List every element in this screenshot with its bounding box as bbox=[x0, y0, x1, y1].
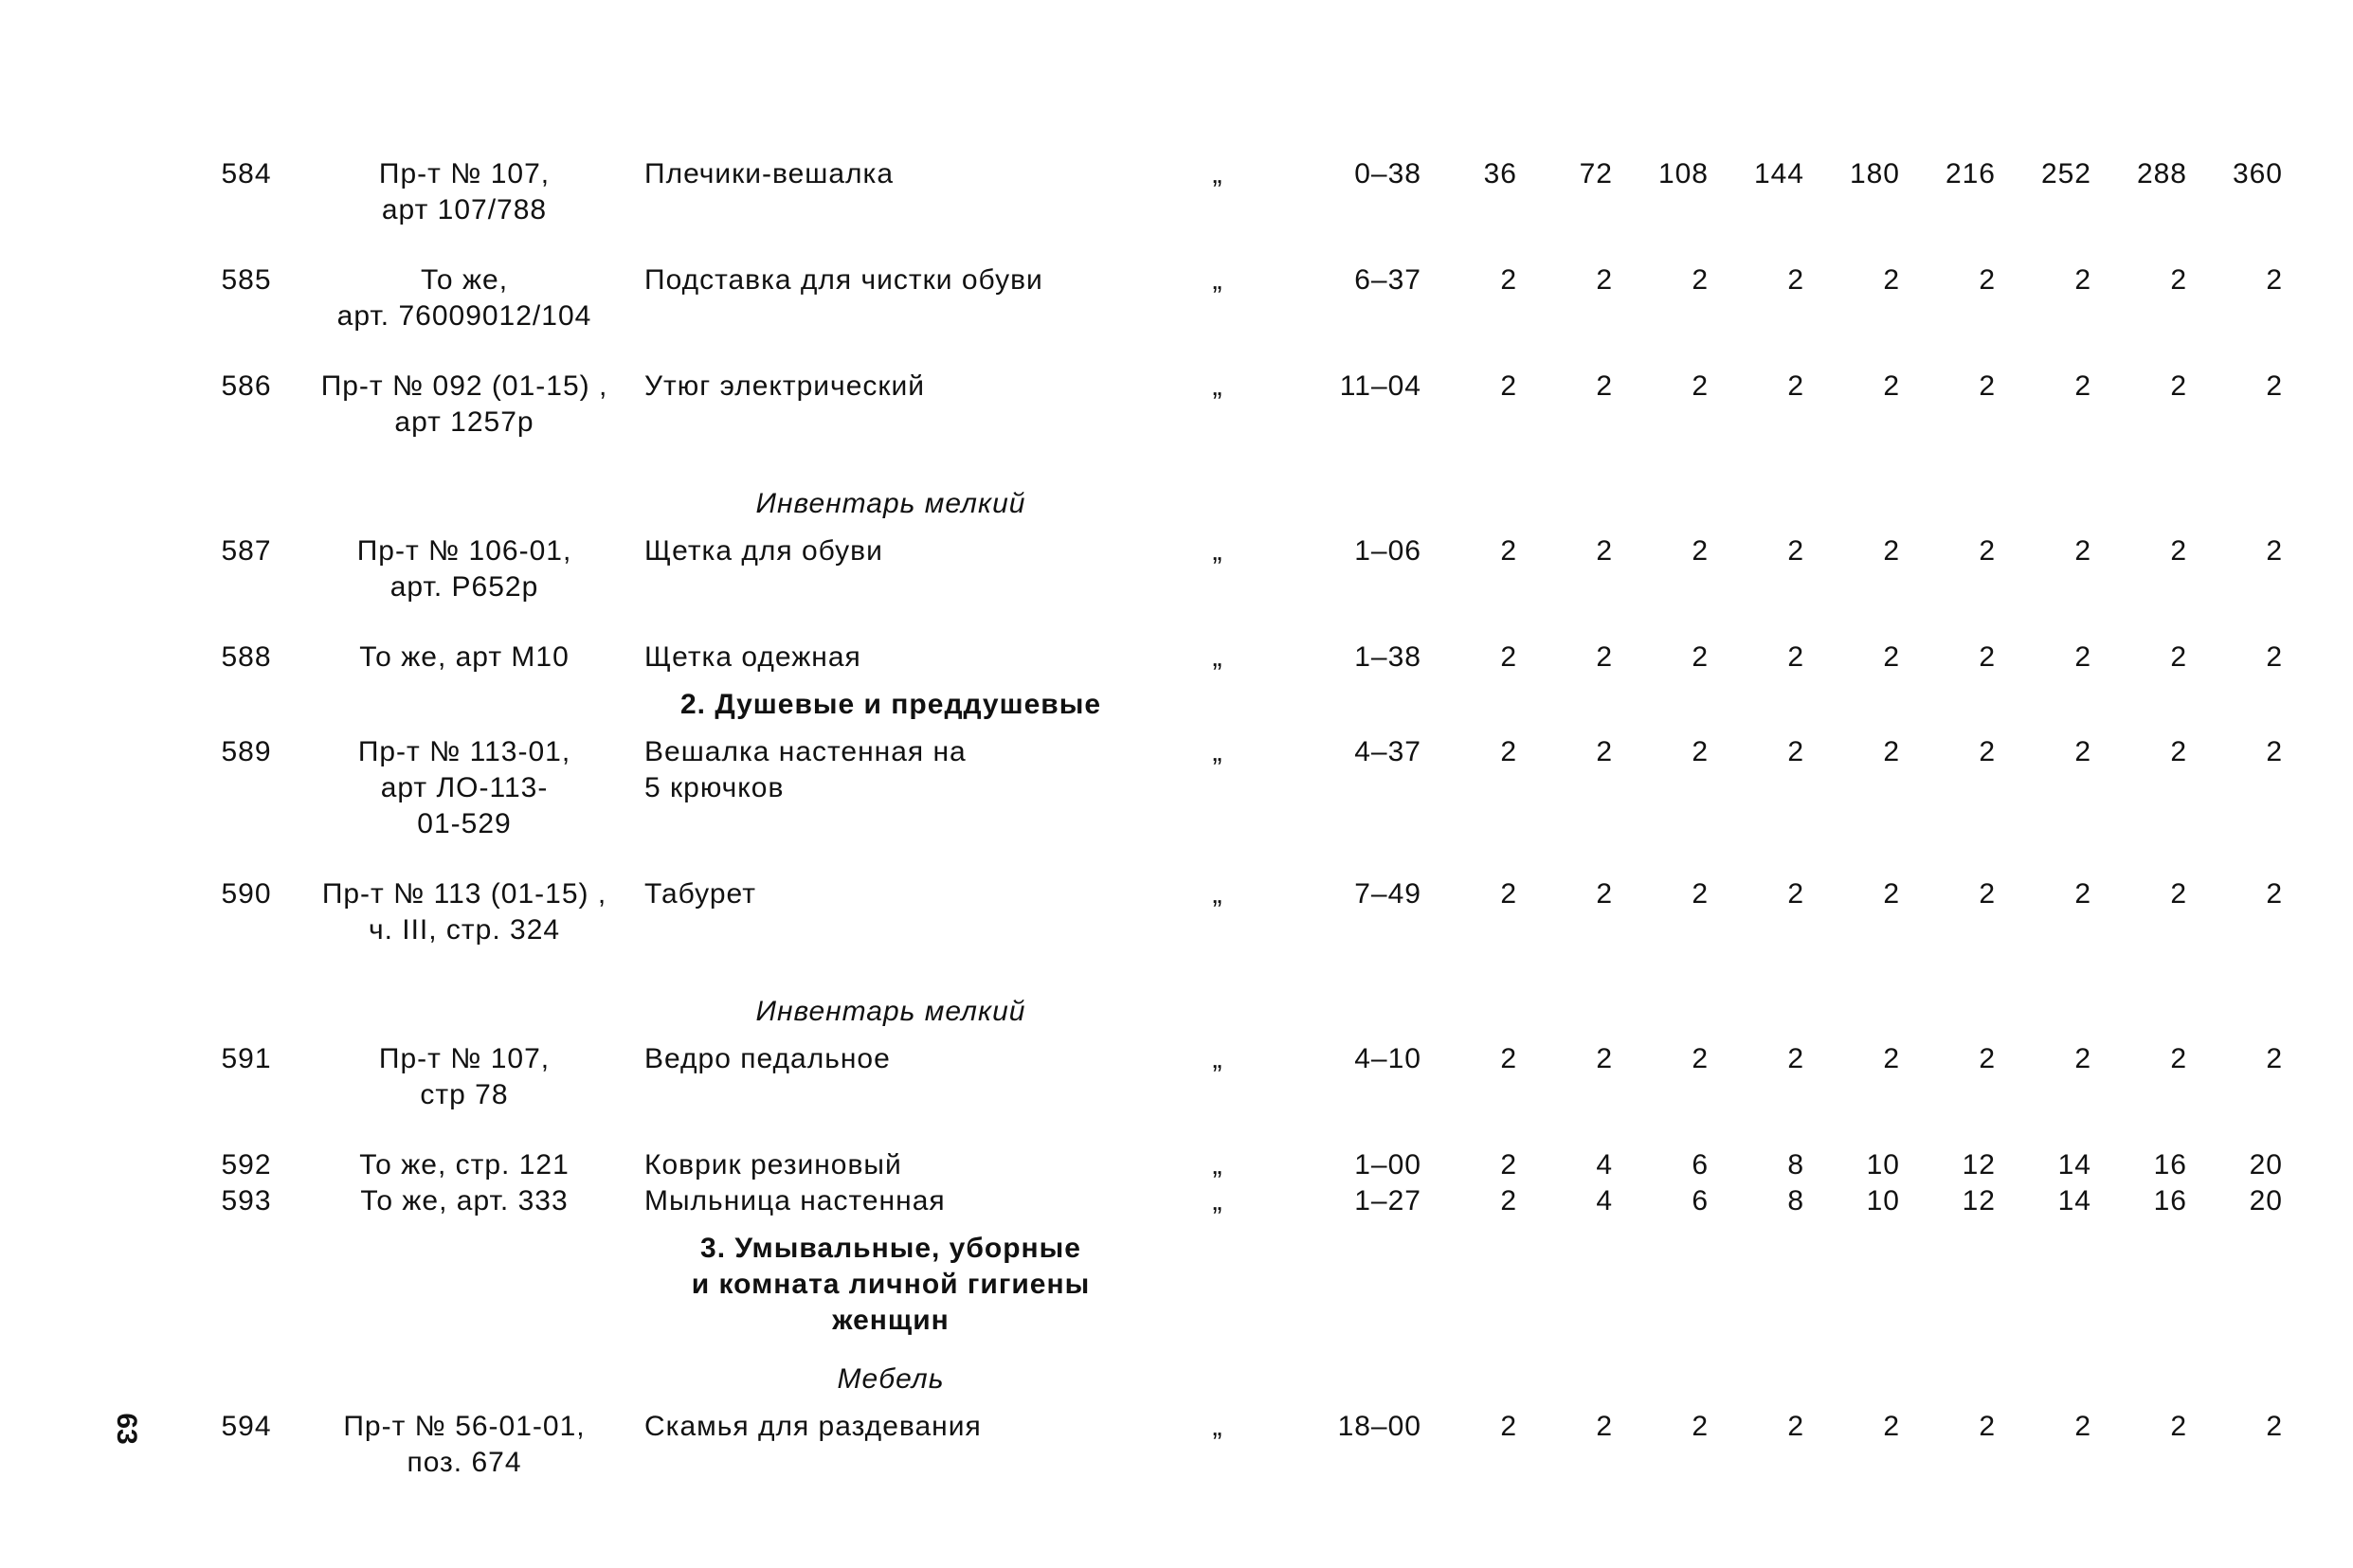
row-number: 588 bbox=[221, 641, 272, 673]
row-number: 594 bbox=[221, 1411, 272, 1442]
item-name-cell-line: Щетка одежная bbox=[644, 641, 861, 673]
reference-cell bbox=[303, 640, 625, 676]
section-heading-line: Инвентарь мелкий bbox=[755, 488, 1026, 519]
quantity-cell: 2 bbox=[1596, 370, 1613, 402]
unit-cell: „ bbox=[1212, 1149, 1223, 1181]
reference-cell-line: Пр-т № 113-01, bbox=[357, 736, 571, 767]
reference-cell-line: 01-529 bbox=[417, 808, 512, 839]
table-row bbox=[190, 369, 2283, 475]
quantity-cell: 2 bbox=[2266, 1411, 2283, 1442]
quantity-cell: 2 bbox=[1500, 641, 1517, 673]
price-cell: 0–38 bbox=[1354, 158, 1421, 189]
section-heading-row bbox=[190, 1350, 2283, 1409]
section-heading-line: женщин bbox=[832, 1305, 950, 1336]
reference-cell bbox=[303, 1041, 625, 1147]
inventory-table bbox=[190, 156, 2283, 1515]
price-cell: 4–10 bbox=[1354, 1043, 1421, 1074]
quantity-cell: 2 bbox=[1692, 1043, 1709, 1074]
quantity-cell: 20 bbox=[2249, 1185, 2283, 1217]
section-spacer bbox=[1156, 475, 2283, 533]
price-cell: 11–04 bbox=[1339, 370, 1421, 402]
quantity-cell: 2 bbox=[1979, 535, 1996, 567]
section-heading bbox=[625, 1219, 1156, 1350]
quantity-cell: 2 bbox=[1500, 535, 1517, 567]
quantity-cell: 2 bbox=[1787, 535, 1804, 567]
reference-cell-line: То же, арт. 333 bbox=[360, 1185, 569, 1217]
section-heading-row bbox=[190, 676, 2283, 734]
item-name-cell bbox=[625, 876, 1156, 982]
quantity-cell: 20 bbox=[2249, 1149, 2283, 1181]
quantity-cell: 2 bbox=[2074, 264, 2091, 296]
quantity-cell: 8 bbox=[1787, 1149, 1804, 1181]
item-name-cell bbox=[625, 156, 1156, 262]
quantity-cell: 2 bbox=[1787, 1411, 1804, 1442]
reference-cell bbox=[303, 1409, 625, 1515]
row-number: 587 bbox=[221, 535, 272, 567]
reference-cell-line: Пр-т № 092 (01-15) , bbox=[320, 370, 608, 402]
table-row bbox=[190, 262, 2283, 369]
quantity-cell: 2 bbox=[1692, 264, 1709, 296]
quantity-cell: 360 bbox=[2232, 158, 2283, 189]
quantity-cell: 2 bbox=[1787, 641, 1804, 673]
reference-cell bbox=[303, 156, 625, 262]
quantity-cell: 16 bbox=[2153, 1185, 2187, 1217]
unit-cell: „ bbox=[1212, 1043, 1223, 1074]
quantity-cell: 108 bbox=[1657, 158, 1709, 189]
row-number: 593 bbox=[221, 1185, 272, 1217]
quantity-cell: 14 bbox=[2057, 1149, 2091, 1181]
quantity-cell: 10 bbox=[1866, 1185, 1900, 1217]
quantity-cell: 10 bbox=[1866, 1149, 1900, 1181]
quantity-cell: 2 bbox=[1500, 1411, 1517, 1442]
item-name-cell-line: Ведро педальное bbox=[644, 1043, 891, 1074]
table-row bbox=[190, 1041, 2283, 1147]
quantity-cell: 2 bbox=[1979, 264, 1996, 296]
item-name-cell bbox=[625, 734, 1156, 876]
item-name-cell bbox=[625, 640, 1156, 676]
quantity-cell: 2 bbox=[1596, 535, 1613, 567]
quantity-cell: 2 bbox=[1500, 878, 1517, 910]
quantity-cell: 2 bbox=[2170, 370, 2187, 402]
quantity-cell: 2 bbox=[2170, 264, 2187, 296]
page-number: 63 bbox=[111, 1413, 142, 1445]
price-cell: 4–37 bbox=[1354, 736, 1421, 767]
quantity-cell: 2 bbox=[1500, 1043, 1517, 1074]
reference-cell-line: ч. III, стр. 324 bbox=[368, 914, 561, 946]
table-row bbox=[190, 1183, 2283, 1219]
unit-cell: „ bbox=[1212, 158, 1223, 189]
section-heading bbox=[625, 676, 1156, 734]
quantity-cell: 2 bbox=[1883, 264, 1900, 296]
quantity-cell: 2 bbox=[1500, 264, 1517, 296]
quantity-cell: 2 bbox=[1692, 1411, 1709, 1442]
reference-cell-line: То же, арт М10 bbox=[359, 641, 570, 673]
quantity-cell: 2 bbox=[2074, 878, 2091, 910]
section-heading bbox=[625, 475, 1156, 533]
quantity-cell: 2 bbox=[1787, 264, 1804, 296]
table-row bbox=[190, 1147, 2283, 1183]
quantity-cell: 2 bbox=[1787, 1043, 1804, 1074]
quantity-cell: 2 bbox=[2170, 736, 2187, 767]
quantity-cell: 2 bbox=[1692, 878, 1709, 910]
quantity-cell: 288 bbox=[2136, 158, 2187, 189]
price-cell: 1–06 bbox=[1354, 535, 1421, 567]
section-heading bbox=[625, 1350, 1156, 1409]
reference-cell-line: стр 78 bbox=[420, 1079, 509, 1110]
quantity-cell: 2 bbox=[1692, 535, 1709, 567]
reference-cell-line: арт 107/788 bbox=[381, 194, 548, 225]
section-heading-line: и комната личной гигиены bbox=[691, 1269, 1091, 1300]
quantity-cell: 2 bbox=[1692, 370, 1709, 402]
quantity-cell: 2 bbox=[1883, 641, 1900, 673]
item-name-cell bbox=[625, 1409, 1156, 1515]
row-number: 586 bbox=[221, 370, 272, 402]
reference-cell-line: арт. 76009012/104 bbox=[336, 300, 592, 332]
unit-cell: „ bbox=[1212, 878, 1223, 910]
quantity-cell: 2 bbox=[2170, 535, 2187, 567]
quantity-cell: 2 bbox=[2266, 264, 2283, 296]
table-row bbox=[190, 156, 2283, 262]
quantity-cell: 2 bbox=[2074, 736, 2091, 767]
quantity-cell: 6 bbox=[1692, 1149, 1709, 1181]
item-name-cell bbox=[625, 1183, 1156, 1219]
quantity-cell: 2 bbox=[1883, 370, 1900, 402]
unit-cell: „ bbox=[1212, 535, 1223, 567]
section-heading-row bbox=[190, 982, 2283, 1041]
section-spacer bbox=[1156, 676, 2283, 734]
row-number: 584 bbox=[221, 158, 272, 189]
quantity-cell: 2 bbox=[1596, 736, 1613, 767]
item-name-cell-line: Плечики-вешалка bbox=[644, 158, 895, 189]
section-spacer bbox=[1156, 1219, 2283, 1350]
table-row bbox=[190, 533, 2283, 640]
quantity-cell: 4 bbox=[1596, 1149, 1613, 1181]
reference-cell-line: Пр-т № 106-01, bbox=[356, 535, 572, 567]
quantity-cell: 8 bbox=[1787, 1185, 1804, 1217]
quantity-cell: 2 bbox=[1596, 264, 1613, 296]
item-name-cell-line: Подставка для чистки обуви bbox=[644, 264, 1043, 296]
reference-cell-line: арт. Р652р bbox=[389, 571, 539, 603]
quantity-cell: 2 bbox=[1979, 1411, 1996, 1442]
quantity-cell: 4 bbox=[1596, 1185, 1613, 1217]
reference-cell-line: Пр-т № 107, bbox=[378, 158, 551, 189]
row-number: 592 bbox=[221, 1149, 272, 1181]
item-name-cell-line: Мыльница настенная bbox=[644, 1185, 946, 1217]
quantity-cell: 2 bbox=[2266, 878, 2283, 910]
quantity-cell: 2 bbox=[1883, 1411, 1900, 1442]
reference-cell bbox=[303, 1147, 625, 1183]
item-name-cell-line: Вешалка настенная на bbox=[644, 736, 967, 767]
price-cell: 6–37 bbox=[1354, 264, 1421, 296]
quantity-cell: 36 bbox=[1483, 158, 1517, 189]
reference-cell-line: арт ЛО-113- bbox=[380, 772, 549, 803]
item-name-cell-line: Скамья для раздевания bbox=[644, 1411, 982, 1442]
quantity-cell: 252 bbox=[2040, 158, 2091, 189]
table-body bbox=[190, 156, 2283, 1515]
section-heading-line: Инвентарь мелкий bbox=[755, 996, 1026, 1027]
item-name-cell-line: Щетка для обуви bbox=[644, 535, 883, 567]
item-name-cell-line: Коврик резиновый bbox=[644, 1149, 902, 1181]
row-number: 591 bbox=[221, 1043, 272, 1074]
reference-cell-line: Пр-т № 107, bbox=[378, 1043, 551, 1074]
table-row bbox=[190, 876, 2283, 982]
section-spacer bbox=[190, 982, 625, 1041]
price-cell: 7–49 bbox=[1354, 878, 1421, 910]
unit-cell: „ bbox=[1212, 641, 1223, 673]
quantity-cell: 2 bbox=[1883, 878, 1900, 910]
section-heading-line: 3. Умывальные, уборные bbox=[700, 1233, 1081, 1264]
reference-cell bbox=[303, 369, 625, 475]
section-spacer bbox=[1156, 982, 2283, 1041]
section-heading-line: 2. Душевые и преддушевые bbox=[679, 689, 1102, 720]
quantity-cell: 12 bbox=[1962, 1149, 1996, 1181]
quantity-cell: 2 bbox=[1692, 736, 1709, 767]
quantity-cell: 2 bbox=[2266, 736, 2283, 767]
quantity-cell: 2 bbox=[1787, 736, 1804, 767]
quantity-cell: 2 bbox=[1500, 370, 1517, 402]
item-name-cell-line: 5 крючков bbox=[644, 772, 785, 803]
reference-cell-line: То же, bbox=[420, 264, 509, 296]
item-name-cell bbox=[625, 369, 1156, 475]
row-number: 585 bbox=[221, 264, 272, 296]
section-heading-line: Мебель bbox=[837, 1363, 945, 1395]
quantity-cell: 144 bbox=[1753, 158, 1804, 189]
table-row bbox=[190, 640, 2283, 676]
unit-cell: „ bbox=[1212, 1411, 1223, 1442]
row-number: 589 bbox=[221, 736, 272, 767]
quantity-cell: 2 bbox=[1787, 370, 1804, 402]
price-cell: 1–00 bbox=[1354, 1149, 1421, 1181]
quantity-cell: 2 bbox=[1500, 1185, 1517, 1217]
quantity-cell: 2 bbox=[1500, 736, 1517, 767]
quantity-cell: 2 bbox=[2074, 370, 2091, 402]
unit-cell: „ bbox=[1212, 370, 1223, 402]
quantity-cell: 2 bbox=[1692, 641, 1709, 673]
table-row bbox=[190, 1409, 2283, 1515]
quantity-cell: 2 bbox=[1596, 641, 1613, 673]
item-name-cell bbox=[625, 1147, 1156, 1183]
quantity-cell: 14 bbox=[2057, 1185, 2091, 1217]
quantity-cell: 2 bbox=[1979, 878, 1996, 910]
quantity-cell: 2 bbox=[2266, 1043, 2283, 1074]
reference-cell-line: поз. 674 bbox=[407, 1447, 522, 1478]
quantity-cell: 2 bbox=[2170, 878, 2187, 910]
quantity-cell: 2 bbox=[2074, 1043, 2091, 1074]
quantity-cell: 2 bbox=[2266, 641, 2283, 673]
section-spacer bbox=[190, 475, 625, 533]
quantity-cell: 2 bbox=[2170, 1043, 2187, 1074]
reference-cell-line: Пр-т № 56-01-01, bbox=[343, 1411, 586, 1442]
quantity-cell: 2 bbox=[1883, 736, 1900, 767]
quantity-cell: 2 bbox=[1979, 1043, 1996, 1074]
quantity-cell: 2 bbox=[1596, 1043, 1613, 1074]
item-name-cell bbox=[625, 533, 1156, 640]
section-heading-row bbox=[190, 1219, 2283, 1350]
item-name-cell bbox=[625, 262, 1156, 369]
quantity-cell: 16 bbox=[2153, 1149, 2187, 1181]
quantity-cell: 2 bbox=[1596, 1411, 1613, 1442]
unit-cell: „ bbox=[1212, 1185, 1223, 1217]
price-cell: 1–27 bbox=[1354, 1185, 1421, 1217]
quantity-cell: 2 bbox=[1979, 641, 1996, 673]
section-spacer bbox=[190, 676, 625, 734]
item-name-cell-line: Утюг электрический bbox=[644, 370, 926, 402]
quantity-cell: 2 bbox=[2266, 370, 2283, 402]
item-name-cell bbox=[625, 1041, 1156, 1147]
section-spacer bbox=[190, 1350, 625, 1409]
quantity-cell: 2 bbox=[2266, 535, 2283, 567]
quantity-cell: 2 bbox=[1596, 878, 1613, 910]
quantity-cell: 2 bbox=[1883, 1043, 1900, 1074]
section-heading bbox=[625, 982, 1156, 1041]
unit-cell: „ bbox=[1212, 264, 1223, 296]
reference-cell bbox=[303, 1183, 625, 1219]
reference-cell-line: арт 1257р bbox=[394, 406, 534, 438]
table-row bbox=[190, 734, 2283, 876]
quantity-cell: 2 bbox=[2074, 535, 2091, 567]
price-cell: 18–00 bbox=[1337, 1411, 1421, 1442]
quantity-cell: 2 bbox=[2074, 641, 2091, 673]
quantity-cell: 12 bbox=[1962, 1185, 1996, 1217]
quantity-cell: 2 bbox=[1883, 535, 1900, 567]
reference-cell bbox=[303, 533, 625, 640]
reference-cell bbox=[303, 262, 625, 369]
reference-cell bbox=[303, 876, 625, 982]
quantity-cell: 2 bbox=[1979, 736, 1996, 767]
quantity-cell: 216 bbox=[1945, 158, 1996, 189]
quantity-cell: 2 bbox=[2170, 641, 2187, 673]
quantity-cell: 6 bbox=[1692, 1185, 1709, 1217]
quantity-cell: 2 bbox=[1500, 1149, 1517, 1181]
reference-cell-line: То же, стр. 121 bbox=[359, 1149, 570, 1181]
quantity-cell: 72 bbox=[1579, 158, 1613, 189]
row-number: 590 bbox=[221, 878, 272, 910]
quantity-cell: 2 bbox=[1979, 370, 1996, 402]
quantity-cell: 180 bbox=[1849, 158, 1900, 189]
reference-cell bbox=[303, 734, 625, 876]
quantity-cell: 2 bbox=[1787, 878, 1804, 910]
section-spacer bbox=[1156, 1350, 2283, 1409]
quantity-cell: 2 bbox=[2074, 1411, 2091, 1442]
price-cell: 1–38 bbox=[1354, 641, 1421, 673]
quantity-cell: 2 bbox=[2170, 1411, 2187, 1442]
section-spacer bbox=[190, 1219, 625, 1350]
item-name-cell-line: Табурет bbox=[644, 878, 756, 910]
unit-cell: „ bbox=[1212, 736, 1223, 767]
reference-cell-line: Пр-т № 113 (01-15) , bbox=[321, 878, 607, 910]
section-heading-row bbox=[190, 475, 2283, 533]
